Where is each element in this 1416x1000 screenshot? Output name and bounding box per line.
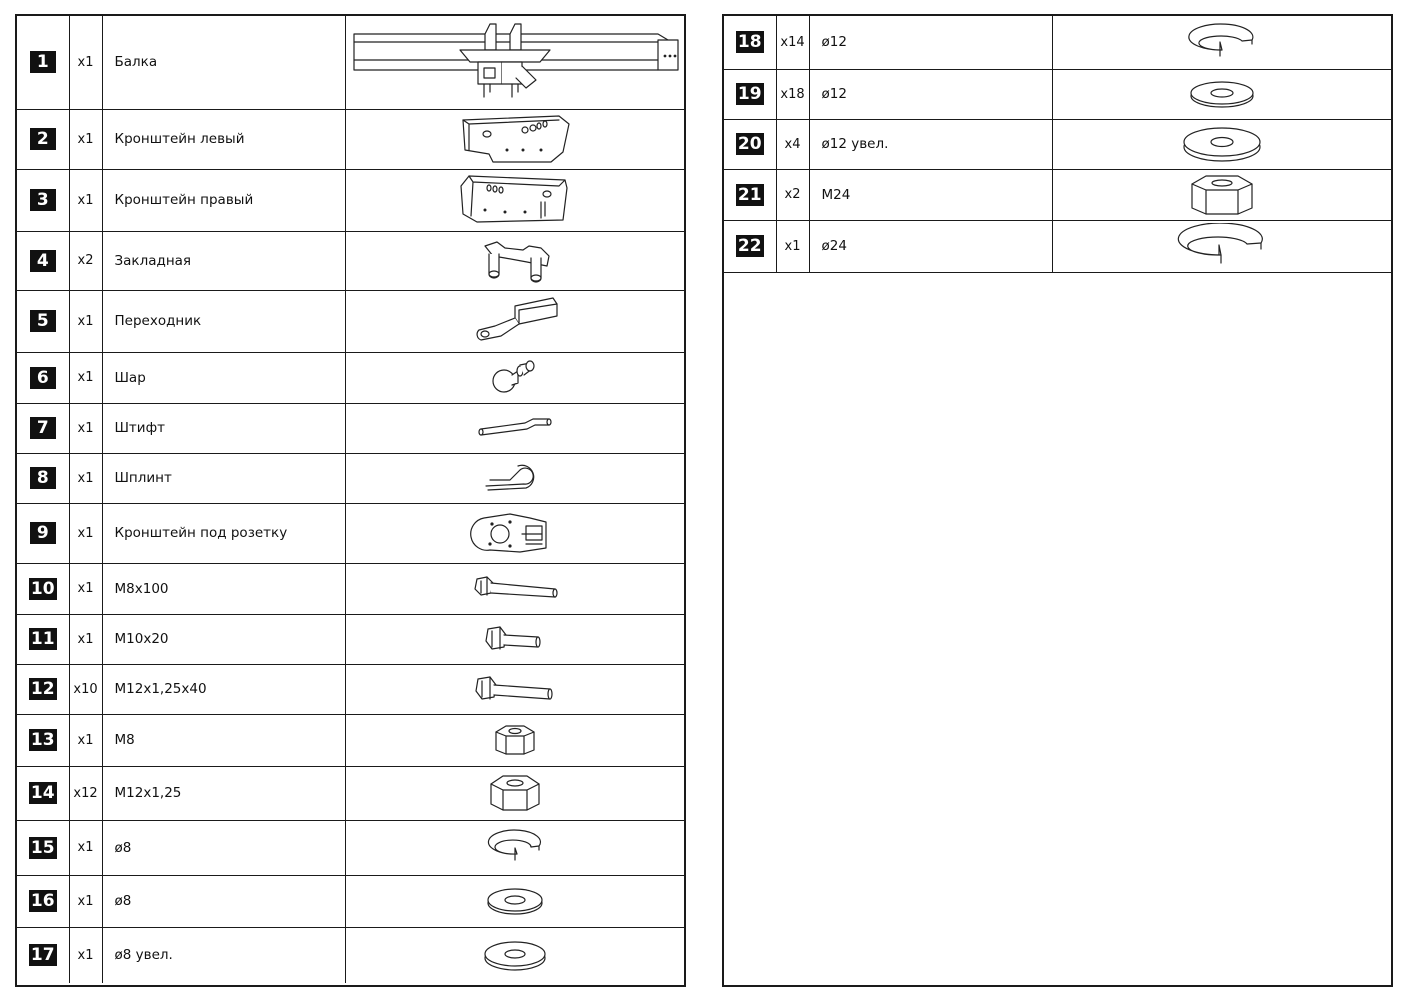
flat-washer-icon [485,883,545,919]
part-number-badge: 1 [30,51,56,73]
left-parts-panel [15,14,686,987]
table-row [17,453,684,503]
large-flat-washer-icon [482,936,548,974]
part-number-badge: 11 [30,629,55,649]
part-name: Кронштейн под розетку [102,503,345,563]
part-quantity: x2 [69,231,102,290]
part-name: Шплинт [102,453,345,503]
part-quantity: x1 [69,169,102,231]
part-name: M12x1,25 [102,766,345,820]
part-name: M12x1,25x40 [102,664,345,714]
part-quantity: x1 [69,352,102,403]
part-quantity: x2 [776,169,809,220]
parts-table-left [17,16,684,983]
part-number-badge: 13 [30,730,55,750]
part-number-badge: 14 [30,783,55,803]
part-number-badge: 10 [30,578,55,599]
part-name: ø8 увел. [102,927,345,983]
left-bracket-icon [455,112,575,166]
part-number-badge: 15 [30,837,55,858]
part-name: ø8 [102,875,345,927]
part-number-badge: 6 [30,367,56,389]
large-flat-washer-icon [1181,123,1263,165]
part-name: Шар [102,352,345,403]
tow-bar-beam-icon [350,22,680,102]
part-number-badge: 17 [30,945,55,966]
part-number-badge: 22 [737,236,762,256]
part-quantity: x1 [69,563,102,614]
table-row [724,220,1391,272]
part-number-badge: 20 [737,134,762,154]
table-row [17,714,684,766]
part-name: ø12 [809,16,1052,69]
part-quantity: x1 [69,614,102,664]
part-name: ø8 [102,820,345,875]
bolt-long-icon [465,569,565,609]
part-quantity: x1 [69,290,102,352]
part-quantity: x1 [69,503,102,563]
table-row [17,503,684,563]
part-number-badge: 4 [30,250,56,272]
part-name: Переходник [102,290,345,352]
table-row [724,69,1391,119]
table-row [17,563,684,614]
part-name: M24 [809,169,1052,220]
part-quantity: x1 [69,16,102,109]
part-name: Балка [102,16,345,109]
table-row [17,16,684,109]
part-name: M10x20 [102,614,345,664]
part-quantity: x14 [776,16,809,69]
part-number-badge: 5 [30,310,56,332]
part-quantity: x1 [69,453,102,503]
part-quantity: x1 [69,875,102,927]
part-quantity: x10 [69,664,102,714]
right-bracket-icon [455,172,575,228]
table-row [724,16,1391,69]
part-quantity: x1 [69,927,102,983]
part-number-badge: 12 [30,679,55,699]
table-row [17,109,684,169]
part-number-badge: 21 [737,184,762,205]
part-name: Закладная [102,231,345,290]
large-spring-washer-icon [1175,223,1269,269]
part-number-badge: 8 [30,467,56,489]
right-parts-panel [722,14,1393,987]
spring-washer-icon [1186,22,1258,62]
part-name: Кронштейн правый [102,169,345,231]
parts-table-right [724,16,1391,273]
tow-ball-icon [480,355,550,401]
part-name: M8x100 [102,563,345,614]
embed-plate-icon [465,236,565,286]
part-quantity: x18 [776,69,809,119]
part-number-badge: 16 [30,891,55,911]
part-quantity: x1 [776,220,809,272]
part-name: M8 [102,714,345,766]
table-row [17,875,684,927]
part-quantity: x12 [69,766,102,820]
part-quantity: x1 [69,403,102,453]
socket-bracket-icon [470,508,560,558]
table-row [17,927,684,983]
part-number-badge: 3 [30,189,56,211]
pin-icon [475,413,555,443]
table-row [17,403,684,453]
part-quantity: x1 [69,820,102,875]
part-number-badge: 2 [30,128,56,150]
table-row [17,352,684,403]
adapter-icon [465,296,565,346]
table-row [17,820,684,875]
part-name: ø12 увел. [809,119,1052,169]
part-number-badge: 9 [30,522,56,544]
part-name: ø12 [809,69,1052,119]
table-row [17,169,684,231]
part-number-badge: 19 [737,84,762,104]
hex-nut-small-icon [490,720,540,760]
table-row [17,231,684,290]
part-quantity: x1 [69,109,102,169]
spring-washer-icon [485,828,545,868]
table-row [17,766,684,820]
part-number-badge: 7 [30,417,56,439]
bolt-medium-icon [470,669,560,709]
table-row [17,614,684,664]
table-row [724,169,1391,220]
table-row [17,664,684,714]
hex-nut-large-icon [1186,172,1258,218]
table-row [17,290,684,352]
part-name: Кронштейн левый [102,109,345,169]
cotter-pin-icon [480,460,550,496]
part-name: Штифт [102,403,345,453]
part-quantity: x4 [776,119,809,169]
part-number-badge: 18 [737,32,762,53]
part-name: ø24 [809,220,1052,272]
hex-nut-icon [485,770,545,816]
bolt-short-icon [480,619,550,659]
table-row [724,119,1391,169]
part-quantity: x1 [69,714,102,766]
flat-washer-icon [1187,76,1257,112]
